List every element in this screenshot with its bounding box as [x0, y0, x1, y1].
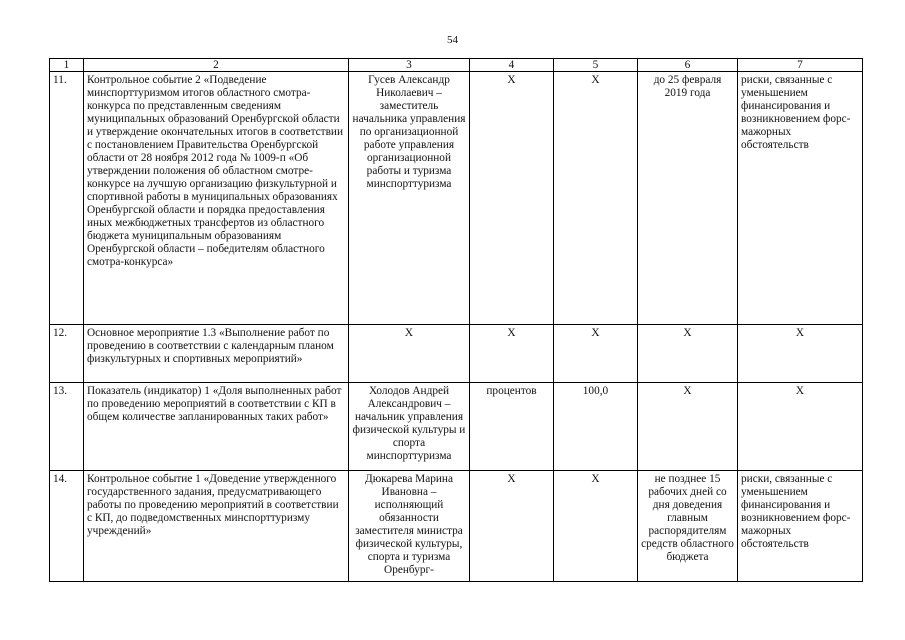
plan-table: [49, 58, 863, 582]
row-unit: Х: [470, 471, 554, 582]
row-responsible: Х: [349, 325, 470, 383]
table-row: [50, 72, 863, 325]
row-value: Х: [554, 471, 638, 582]
row-responsible: Гусев Александр Николаевич – заместитель начальника управления по организационной работе управления организационной работы и туризма минспорттуризма: [349, 72, 470, 325]
column-number-row: [50, 59, 863, 72]
row-number: 14.: [50, 471, 84, 582]
column-header: 3: [349, 59, 470, 72]
column-header: 7: [738, 59, 863, 72]
row-value: Х: [554, 325, 638, 383]
column-header: 1: [50, 59, 84, 72]
row-risks: риски, связанные с уменьшением финансирования и возникновением форс-мажорных обстоятельств: [738, 471, 863, 582]
row-description: Основное мероприятие 1.3 «Выполнение работ по проведению в соответствии с календарным планом физкультурных и спортивных мероприятий»: [84, 325, 349, 383]
row-unit: процентов: [470, 383, 554, 471]
row-risks: Х: [738, 383, 863, 471]
row-description: Показатель (индикатор) 1 «Доля выполненных работ по проведению мероприятий в соответствии с КП в общем количестве запланированных таких работ»: [84, 383, 349, 471]
table-row: [50, 325, 863, 383]
row-number: 13.: [50, 383, 84, 471]
row-deadline: до 25 февраля 2019 года: [638, 72, 738, 325]
row-risks: Х: [738, 325, 863, 383]
row-risks: риски, связанные с уменьшением финансирования и возникновением форс-мажорных обстоятельств: [738, 72, 863, 325]
page-number: 54: [447, 34, 458, 46]
row-number: 12.: [50, 325, 84, 383]
row-unit: Х: [470, 72, 554, 325]
row-deadline: Х: [638, 325, 738, 383]
row-deadline: не позднее 15 рабочих дней со дня доведения главным распорядителям средств областного бюджета: [638, 471, 738, 582]
row-description: Контрольное событие 1 «Доведение утвержденного государственного задания, предусматривающего работы по проведению мероприятий в соответствии с КП, до подведомственных минспорттуризму учреждений»: [84, 471, 349, 582]
row-responsible: Дюкарева Марина Ивановна – исполняющий обязанности заместителя министра физической культуры, спорта и туризма Оренбург-: [349, 471, 470, 582]
column-header: 4: [470, 59, 554, 72]
table-row: [50, 383, 863, 471]
column-header: 6: [638, 59, 738, 72]
row-deadline: Х: [638, 383, 738, 471]
table-row: [50, 471, 863, 582]
row-responsible: Холодов Андрей Александрович – начальник управления физической культуры и спорта минспорттуризма: [349, 383, 470, 471]
column-header: 2: [84, 59, 349, 72]
column-header: 5: [554, 59, 638, 72]
row-value: Х: [554, 72, 638, 325]
row-value: 100,0: [554, 383, 638, 471]
row-number: 11.: [50, 72, 84, 325]
row-unit: Х: [470, 325, 554, 383]
row-description: Контрольное событие 2 «Подведение минспорттуризмом итогов областного смотра-конкурса по представленным сведениям муниципальных образований Оренбургской области и утверждение окончательных итогов в соответствии с постановлением Правительства Оренбургской области от 28 ноября 2012 года № 1009-п «Об утверждении положения об областном смотре-конкурсе на лучшую организацию физкультурной и спортивной работы в муниципальных образованиях Оренбургской области и порядка предоставления иных межбюджетных трансфертов из областного бюджета муниципальным образованиям Оренбургской области – победителям областного смотра-конкурса»: [84, 72, 349, 325]
